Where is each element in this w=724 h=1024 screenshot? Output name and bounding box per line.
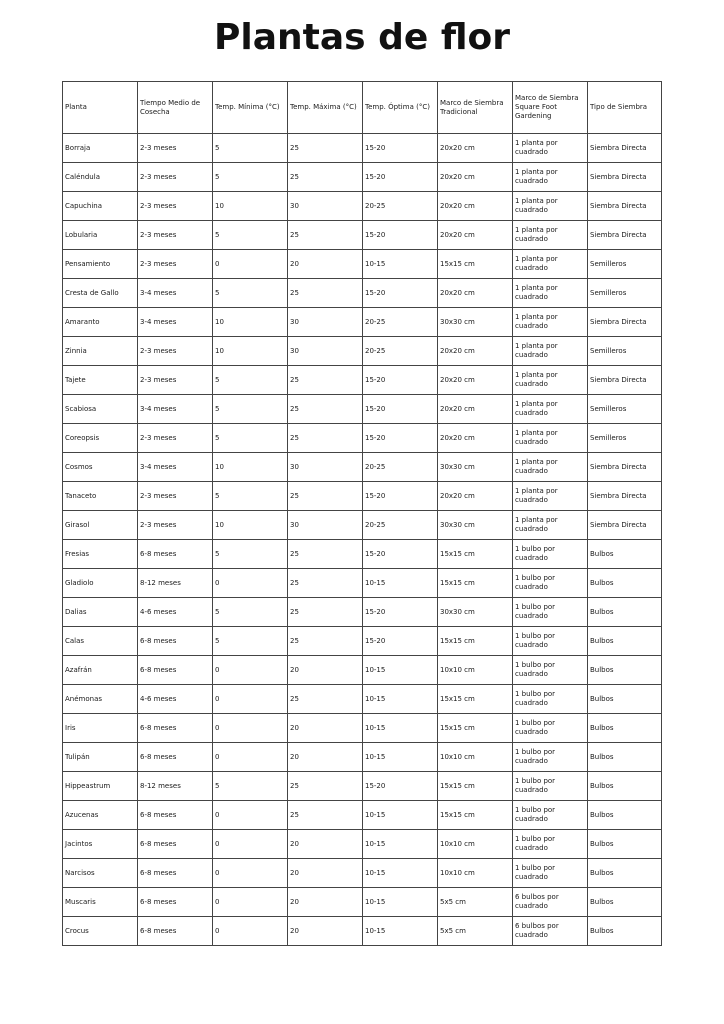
cell-tipo-siembra: Bulbos: [588, 859, 662, 888]
cell-temp-maxima: 30: [288, 511, 363, 540]
cell-marco-tradicional: 20x20 cm: [438, 134, 513, 163]
cell-temp-minima: 10: [213, 453, 288, 482]
cell-planta: Calas: [63, 627, 138, 656]
cell-planta: Tajete: [63, 366, 138, 395]
cell-temp-maxima: 25: [288, 685, 363, 714]
cell-tipo-siembra: Siembra Directa: [588, 192, 662, 221]
cell-temp-minima: 5: [213, 598, 288, 627]
cell-planta: Narcisos: [63, 859, 138, 888]
table-row: [63, 192, 662, 221]
cell-temp-minima: 5: [213, 221, 288, 250]
cell-tipo-siembra: Bulbos: [588, 830, 662, 859]
cell-temp-maxima: 25: [288, 598, 363, 627]
cell-tipo-siembra: Bulbos: [588, 685, 662, 714]
cell-tiempo-cosecha: 3-4 meses: [138, 308, 213, 337]
cell-marco-sfg: 1 planta por cuadrado: [513, 453, 588, 482]
cell-marco-tradicional: 20x20 cm: [438, 279, 513, 308]
cell-marco-tradicional: 10x10 cm: [438, 859, 513, 888]
cell-marco-tradicional: 20x20 cm: [438, 395, 513, 424]
table-row: [63, 134, 662, 163]
cell-temp-minima: 10: [213, 308, 288, 337]
cell-temp-minima: 5: [213, 540, 288, 569]
column-header-temp-optima: Temp. Óptima (°C): [363, 82, 438, 134]
cell-marco-sfg: 1 planta por cuadrado: [513, 163, 588, 192]
cell-temp-optima: 20-25: [363, 192, 438, 221]
cell-temp-optima: 10-15: [363, 830, 438, 859]
table-row: [63, 888, 662, 917]
cell-tipo-siembra: Siembra Directa: [588, 511, 662, 540]
cell-temp-maxima: 20: [288, 743, 363, 772]
table-row: [63, 163, 662, 192]
cell-planta: Scabiosa: [63, 395, 138, 424]
cell-temp-maxima: 25: [288, 366, 363, 395]
table-row: [63, 395, 662, 424]
cell-temp-optima: 15-20: [363, 482, 438, 511]
cell-temp-minima: 5: [213, 482, 288, 511]
cell-tipo-siembra: Siembra Directa: [588, 308, 662, 337]
table-row: [63, 859, 662, 888]
cell-tiempo-cosecha: 8-12 meses: [138, 569, 213, 598]
table-row: [63, 482, 662, 511]
table-row: [63, 337, 662, 366]
cell-temp-optima: 20-25: [363, 453, 438, 482]
cell-temp-optima: 15-20: [363, 134, 438, 163]
cell-marco-sfg: 1 bulbo por cuadrado: [513, 656, 588, 685]
cell-temp-maxima: 20: [288, 714, 363, 743]
cell-temp-optima: 20-25: [363, 511, 438, 540]
cell-tiempo-cosecha: 2-3 meses: [138, 221, 213, 250]
flower-plants-table: [62, 81, 662, 946]
cell-marco-tradicional: 15x15 cm: [438, 627, 513, 656]
cell-temp-minima: 0: [213, 743, 288, 772]
cell-temp-minima: 0: [213, 859, 288, 888]
cell-temp-optima: 10-15: [363, 569, 438, 598]
column-header-temp-maxima: Temp. Máxima (°C): [288, 82, 363, 134]
cell-marco-sfg: 1 planta por cuadrado: [513, 395, 588, 424]
cell-tiempo-cosecha: 2-3 meses: [138, 192, 213, 221]
cell-temp-maxima: 20: [288, 656, 363, 685]
cell-temp-minima: 0: [213, 685, 288, 714]
cell-temp-minima: 0: [213, 917, 288, 946]
cell-marco-sfg: 1 planta por cuadrado: [513, 221, 588, 250]
cell-temp-minima: 5: [213, 163, 288, 192]
cell-marco-tradicional: 15x15 cm: [438, 714, 513, 743]
cell-planta: Jacintos: [63, 830, 138, 859]
cell-temp-maxima: 30: [288, 192, 363, 221]
cell-tiempo-cosecha: 2-3 meses: [138, 163, 213, 192]
cell-tipo-siembra: Bulbos: [588, 917, 662, 946]
table-row: [63, 424, 662, 453]
cell-planta: Amaranto: [63, 308, 138, 337]
cell-temp-minima: 0: [213, 569, 288, 598]
table-row: [63, 801, 662, 830]
table-row: [63, 453, 662, 482]
cell-marco-tradicional: 5x5 cm: [438, 888, 513, 917]
cell-marco-sfg: 1 bulbo por cuadrado: [513, 569, 588, 598]
cell-tipo-siembra: Bulbos: [588, 772, 662, 801]
cell-tiempo-cosecha: 6-8 meses: [138, 888, 213, 917]
cell-planta: Fresias: [63, 540, 138, 569]
cell-tiempo-cosecha: 6-8 meses: [138, 743, 213, 772]
cell-temp-maxima: 20: [288, 888, 363, 917]
cell-tipo-siembra: Bulbos: [588, 888, 662, 917]
cell-marco-tradicional: 20x20 cm: [438, 482, 513, 511]
column-header-marco-sfg: Marco de Siembra Square Foot Gardening: [513, 82, 588, 134]
column-header-temp-minima: Temp. Mínima (°C): [213, 82, 288, 134]
cell-tiempo-cosecha: 6-8 meses: [138, 714, 213, 743]
cell-planta: Zinnia: [63, 337, 138, 366]
cell-tiempo-cosecha: 2-3 meses: [138, 424, 213, 453]
cell-temp-optima: 15-20: [363, 366, 438, 395]
cell-planta: Cresta de Gallo: [63, 279, 138, 308]
cell-planta: Capuchina: [63, 192, 138, 221]
cell-marco-tradicional: 10x10 cm: [438, 656, 513, 685]
table-row: [63, 308, 662, 337]
cell-temp-maxima: 25: [288, 627, 363, 656]
cell-temp-maxima: 30: [288, 453, 363, 482]
table-row: [63, 917, 662, 946]
cell-temp-minima: 10: [213, 337, 288, 366]
cell-marco-sfg: 1 bulbo por cuadrado: [513, 830, 588, 859]
cell-planta: Azafrán: [63, 656, 138, 685]
table-row: [63, 627, 662, 656]
cell-tipo-siembra: Bulbos: [588, 656, 662, 685]
cell-temp-minima: 5: [213, 395, 288, 424]
cell-marco-tradicional: 5x5 cm: [438, 917, 513, 946]
cell-temp-minima: 5: [213, 772, 288, 801]
cell-tipo-siembra: Bulbos: [588, 598, 662, 627]
page-title: Plantas de flor: [214, 17, 510, 58]
cell-marco-tradicional: 15x15 cm: [438, 250, 513, 279]
cell-temp-optima: 10-15: [363, 743, 438, 772]
cell-temp-optima: 15-20: [363, 424, 438, 453]
cell-temp-maxima: 25: [288, 569, 363, 598]
cell-marco-tradicional: 20x20 cm: [438, 424, 513, 453]
cell-temp-maxima: 25: [288, 221, 363, 250]
cell-tiempo-cosecha: 6-8 meses: [138, 801, 213, 830]
cell-marco-tradicional: 30x30 cm: [438, 511, 513, 540]
cell-planta: Coreopsis: [63, 424, 138, 453]
cell-temp-optima: 10-15: [363, 685, 438, 714]
cell-temp-minima: 10: [213, 192, 288, 221]
cell-marco-sfg: 6 bulbos por cuadrado: [513, 917, 588, 946]
table-header-row: [63, 82, 662, 134]
cell-marco-sfg: 1 planta por cuadrado: [513, 366, 588, 395]
cell-planta: Crocus: [63, 917, 138, 946]
cell-marco-tradicional: 20x20 cm: [438, 366, 513, 395]
cell-marco-tradicional: 30x30 cm: [438, 598, 513, 627]
cell-planta: Tanaceto: [63, 482, 138, 511]
cell-temp-minima: 0: [213, 830, 288, 859]
table-row: [63, 511, 662, 540]
cell-temp-optima: 20-25: [363, 308, 438, 337]
table-row: [63, 366, 662, 395]
cell-temp-optima: 15-20: [363, 221, 438, 250]
table-row: [63, 656, 662, 685]
table-row: [63, 540, 662, 569]
cell-planta: Lobularia: [63, 221, 138, 250]
cell-tipo-siembra: Semilleros: [588, 395, 662, 424]
cell-marco-tradicional: 20x20 cm: [438, 163, 513, 192]
cell-marco-sfg: 6 bulbos por cuadrado: [513, 888, 588, 917]
cell-tiempo-cosecha: 6-8 meses: [138, 859, 213, 888]
cell-tiempo-cosecha: 2-3 meses: [138, 482, 213, 511]
table-row: [63, 714, 662, 743]
table-row: [63, 279, 662, 308]
cell-marco-sfg: 1 planta por cuadrado: [513, 308, 588, 337]
cell-marco-tradicional: 30x30 cm: [438, 453, 513, 482]
cell-planta: Borraja: [63, 134, 138, 163]
cell-tiempo-cosecha: 2-3 meses: [138, 337, 213, 366]
cell-marco-sfg: 1 planta por cuadrado: [513, 250, 588, 279]
cell-marco-sfg: 1 bulbo por cuadrado: [513, 540, 588, 569]
cell-marco-tradicional: 20x20 cm: [438, 221, 513, 250]
cell-marco-tradicional: 15x15 cm: [438, 685, 513, 714]
cell-marco-sfg: 1 bulbo por cuadrado: [513, 714, 588, 743]
table-row: [63, 830, 662, 859]
cell-temp-optima: 10-15: [363, 917, 438, 946]
cell-temp-optima: 15-20: [363, 163, 438, 192]
cell-temp-maxima: 25: [288, 482, 363, 511]
cell-tiempo-cosecha: 2-3 meses: [138, 250, 213, 279]
cell-planta: Girasol: [63, 511, 138, 540]
cell-temp-maxima: 20: [288, 830, 363, 859]
cell-temp-maxima: 20: [288, 250, 363, 279]
cell-tipo-siembra: Semilleros: [588, 250, 662, 279]
cell-temp-optima: 15-20: [363, 598, 438, 627]
table-body: [63, 134, 662, 946]
cell-tipo-siembra: Semilleros: [588, 337, 662, 366]
column-header-marco-tradicional: Marco de Siembra Tradicional: [438, 82, 513, 134]
table-row: [63, 569, 662, 598]
cell-marco-tradicional: 15x15 cm: [438, 772, 513, 801]
cell-tiempo-cosecha: 3-4 meses: [138, 395, 213, 424]
cell-marco-sfg: 1 bulbo por cuadrado: [513, 859, 588, 888]
cell-temp-optima: 10-15: [363, 801, 438, 830]
cell-temp-maxima: 25: [288, 279, 363, 308]
cell-marco-sfg: 1 planta por cuadrado: [513, 134, 588, 163]
cell-tipo-siembra: Siembra Directa: [588, 482, 662, 511]
cell-temp-minima: 0: [213, 888, 288, 917]
cell-temp-minima: 5: [213, 424, 288, 453]
cell-marco-sfg: 1 planta por cuadrado: [513, 424, 588, 453]
cell-marco-sfg: 1 planta por cuadrado: [513, 192, 588, 221]
cell-marco-sfg: 1 bulbo por cuadrado: [513, 598, 588, 627]
cell-planta: Pensamiento: [63, 250, 138, 279]
cell-temp-minima: 5: [213, 134, 288, 163]
cell-temp-minima: 0: [213, 656, 288, 685]
cell-tiempo-cosecha: 8-12 meses: [138, 772, 213, 801]
cell-marco-sfg: 1 bulbo por cuadrado: [513, 801, 588, 830]
cell-planta: Caléndula: [63, 163, 138, 192]
cell-tipo-siembra: Bulbos: [588, 714, 662, 743]
table-row: [63, 250, 662, 279]
cell-tiempo-cosecha: 3-4 meses: [138, 279, 213, 308]
cell-planta: Muscaris: [63, 888, 138, 917]
cell-marco-sfg: 1 bulbo por cuadrado: [513, 772, 588, 801]
cell-tiempo-cosecha: 6-8 meses: [138, 830, 213, 859]
cell-planta: Hippeastrum: [63, 772, 138, 801]
cell-tiempo-cosecha: 2-3 meses: [138, 511, 213, 540]
cell-temp-maxima: 20: [288, 917, 363, 946]
cell-temp-maxima: 25: [288, 163, 363, 192]
table-row: [63, 772, 662, 801]
cell-tipo-siembra: Siembra Directa: [588, 134, 662, 163]
cell-tiempo-cosecha: 6-8 meses: [138, 627, 213, 656]
cell-planta: Anémonas: [63, 685, 138, 714]
cell-tiempo-cosecha: 4-6 meses: [138, 685, 213, 714]
cell-temp-maxima: 25: [288, 772, 363, 801]
cell-tipo-siembra: Bulbos: [588, 743, 662, 772]
cell-marco-sfg: 1 planta por cuadrado: [513, 279, 588, 308]
cell-marco-tradicional: 20x20 cm: [438, 192, 513, 221]
cell-temp-optima: 15-20: [363, 395, 438, 424]
cell-tipo-siembra: Siembra Directa: [588, 366, 662, 395]
cell-planta: Cosmos: [63, 453, 138, 482]
cell-temp-maxima: 30: [288, 337, 363, 366]
cell-temp-optima: 10-15: [363, 656, 438, 685]
cell-temp-maxima: 25: [288, 424, 363, 453]
cell-planta: Azucenas: [63, 801, 138, 830]
cell-marco-sfg: 1 planta por cuadrado: [513, 482, 588, 511]
cell-tipo-siembra: Bulbos: [588, 569, 662, 598]
cell-tipo-siembra: Semilleros: [588, 279, 662, 308]
cell-marco-tradicional: 15x15 cm: [438, 540, 513, 569]
cell-tipo-siembra: Siembra Directa: [588, 221, 662, 250]
cell-marco-sfg: 1 planta por cuadrado: [513, 511, 588, 540]
cell-temp-minima: 10: [213, 511, 288, 540]
cell-marco-tradicional: 10x10 cm: [438, 743, 513, 772]
cell-marco-sfg: 1 bulbo por cuadrado: [513, 627, 588, 656]
cell-marco-tradicional: 30x30 cm: [438, 308, 513, 337]
cell-temp-optima: 15-20: [363, 772, 438, 801]
cell-planta: Iris: [63, 714, 138, 743]
cell-temp-optima: 15-20: [363, 540, 438, 569]
cell-temp-optima: 10-15: [363, 714, 438, 743]
cell-temp-minima: 0: [213, 250, 288, 279]
cell-tipo-siembra: Bulbos: [588, 540, 662, 569]
cell-temp-minima: 5: [213, 627, 288, 656]
cell-tiempo-cosecha: 2-3 meses: [138, 366, 213, 395]
cell-tiempo-cosecha: 2-3 meses: [138, 134, 213, 163]
cell-temp-optima: 15-20: [363, 279, 438, 308]
cell-marco-tradicional: 20x20 cm: [438, 337, 513, 366]
cell-temp-maxima: 25: [288, 801, 363, 830]
cell-planta: Dalias: [63, 598, 138, 627]
cell-temp-maxima: 30: [288, 308, 363, 337]
cell-tipo-siembra: Siembra Directa: [588, 453, 662, 482]
cell-tipo-siembra: Bulbos: [588, 801, 662, 830]
column-header-tiempo-cosecha: Tiempo Medio de Cosecha: [138, 82, 213, 134]
cell-marco-tradicional: 15x15 cm: [438, 569, 513, 598]
cell-tipo-siembra: Bulbos: [588, 627, 662, 656]
cell-temp-optima: 10-15: [363, 859, 438, 888]
table-row: [63, 685, 662, 714]
cell-temp-maxima: 25: [288, 540, 363, 569]
cell-tiempo-cosecha: 6-8 meses: [138, 917, 213, 946]
cell-tipo-siembra: Siembra Directa: [588, 163, 662, 192]
cell-tiempo-cosecha: 6-8 meses: [138, 540, 213, 569]
cell-temp-maxima: 25: [288, 134, 363, 163]
cell-tipo-siembra: Semilleros: [588, 424, 662, 453]
table-row: [63, 743, 662, 772]
table-row: [63, 598, 662, 627]
cell-marco-sfg: 1 bulbo por cuadrado: [513, 685, 588, 714]
cell-marco-sfg: 1 planta por cuadrado: [513, 337, 588, 366]
cell-temp-minima: 5: [213, 279, 288, 308]
cell-temp-optima: 20-25: [363, 337, 438, 366]
cell-temp-optima: 10-15: [363, 888, 438, 917]
cell-temp-minima: 0: [213, 801, 288, 830]
cell-temp-maxima: 25: [288, 395, 363, 424]
cell-temp-optima: 10-15: [363, 250, 438, 279]
cell-marco-sfg: 1 bulbo por cuadrado: [513, 743, 588, 772]
cell-temp-minima: 0: [213, 714, 288, 743]
cell-planta: Gladiolo: [63, 569, 138, 598]
table-row: [63, 221, 662, 250]
cell-tiempo-cosecha: 3-4 meses: [138, 453, 213, 482]
cell-temp-minima: 5: [213, 366, 288, 395]
cell-marco-tradicional: 15x15 cm: [438, 801, 513, 830]
cell-temp-maxima: 20: [288, 859, 363, 888]
cell-temp-optima: 15-20: [363, 627, 438, 656]
column-header-planta: Planta: [63, 82, 138, 134]
cell-planta: Tulipán: [63, 743, 138, 772]
cell-marco-tradicional: 10x10 cm: [438, 830, 513, 859]
cell-tiempo-cosecha: 6-8 meses: [138, 656, 213, 685]
column-header-tipo-siembra: Tipo de Siembra: [588, 82, 662, 134]
cell-tiempo-cosecha: 4-6 meses: [138, 598, 213, 627]
